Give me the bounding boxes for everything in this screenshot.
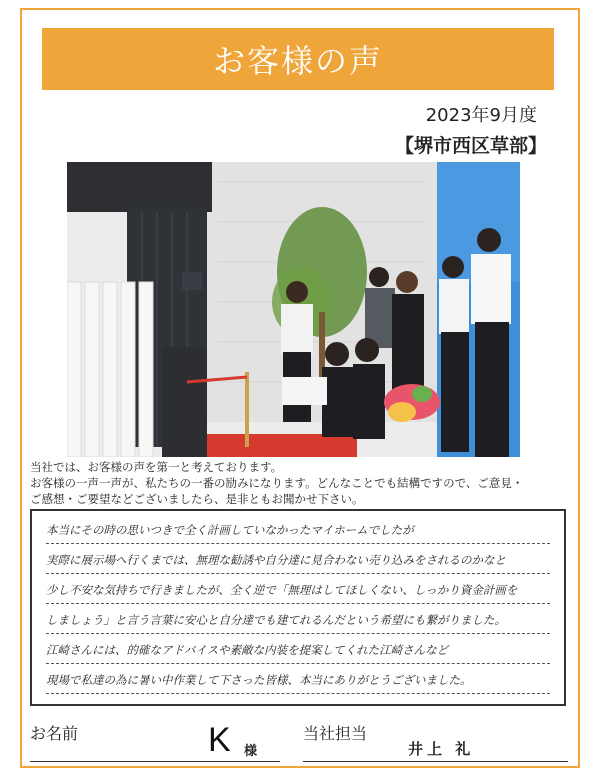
name-label: お名前 xyxy=(30,724,79,743)
comment-line: 本当にその時の思いつきで全く計画していなかったマイホームでしたが xyxy=(46,519,550,544)
date-label: 2023年9月度 xyxy=(425,105,537,126)
staff-underline xyxy=(303,761,568,762)
comment-line: 現場で私達の為に暑い中作業して下さった皆様、本当にありがとうございました。 xyxy=(46,669,550,694)
comment-line: しましょう」と言う言葉に安心と自分達でも建てれるんだという希望にも繋がりました。 xyxy=(46,609,550,634)
intro-line: お客様の一声一声が、私たちの一番の励みになります。どんなことでも結構ですので、ご意見・ xyxy=(30,476,524,490)
title-banner xyxy=(42,28,554,90)
location-label: 【堺市西区草部】 xyxy=(394,135,547,157)
honorific: 様 xyxy=(244,744,258,759)
staff-label: 当社担当 xyxy=(303,724,368,743)
comment-line: 実際に展示場へ行くまでは、無理な勧誘や自分達に見合わない売り込みをされるのかなと xyxy=(46,549,550,574)
customer-initial: K xyxy=(208,721,231,759)
intro-line: 当社では、お客様の声を第一と考えております。 xyxy=(30,460,283,474)
intro-text xyxy=(30,459,570,507)
photo-illustration xyxy=(67,162,520,457)
name-underline xyxy=(30,761,280,762)
intro-line: ご感想・ご要望などございましたら、是非ともお聞かせ下さい。 xyxy=(30,492,364,506)
staff-name: 井上 礼 xyxy=(408,740,475,758)
comment-line: 江崎さんには、的確なアドバイスや素敵な内装を提案してくれた江崎さんなど xyxy=(46,639,550,664)
page-title: お客様の声 xyxy=(212,42,383,80)
comment-line: 少し不安な気持ちで行きましたが、全く逆で「無理はしてほしくない、しっかり資金計画を xyxy=(46,579,550,604)
customer-photo xyxy=(67,162,520,457)
customer-comment-box xyxy=(30,509,566,706)
